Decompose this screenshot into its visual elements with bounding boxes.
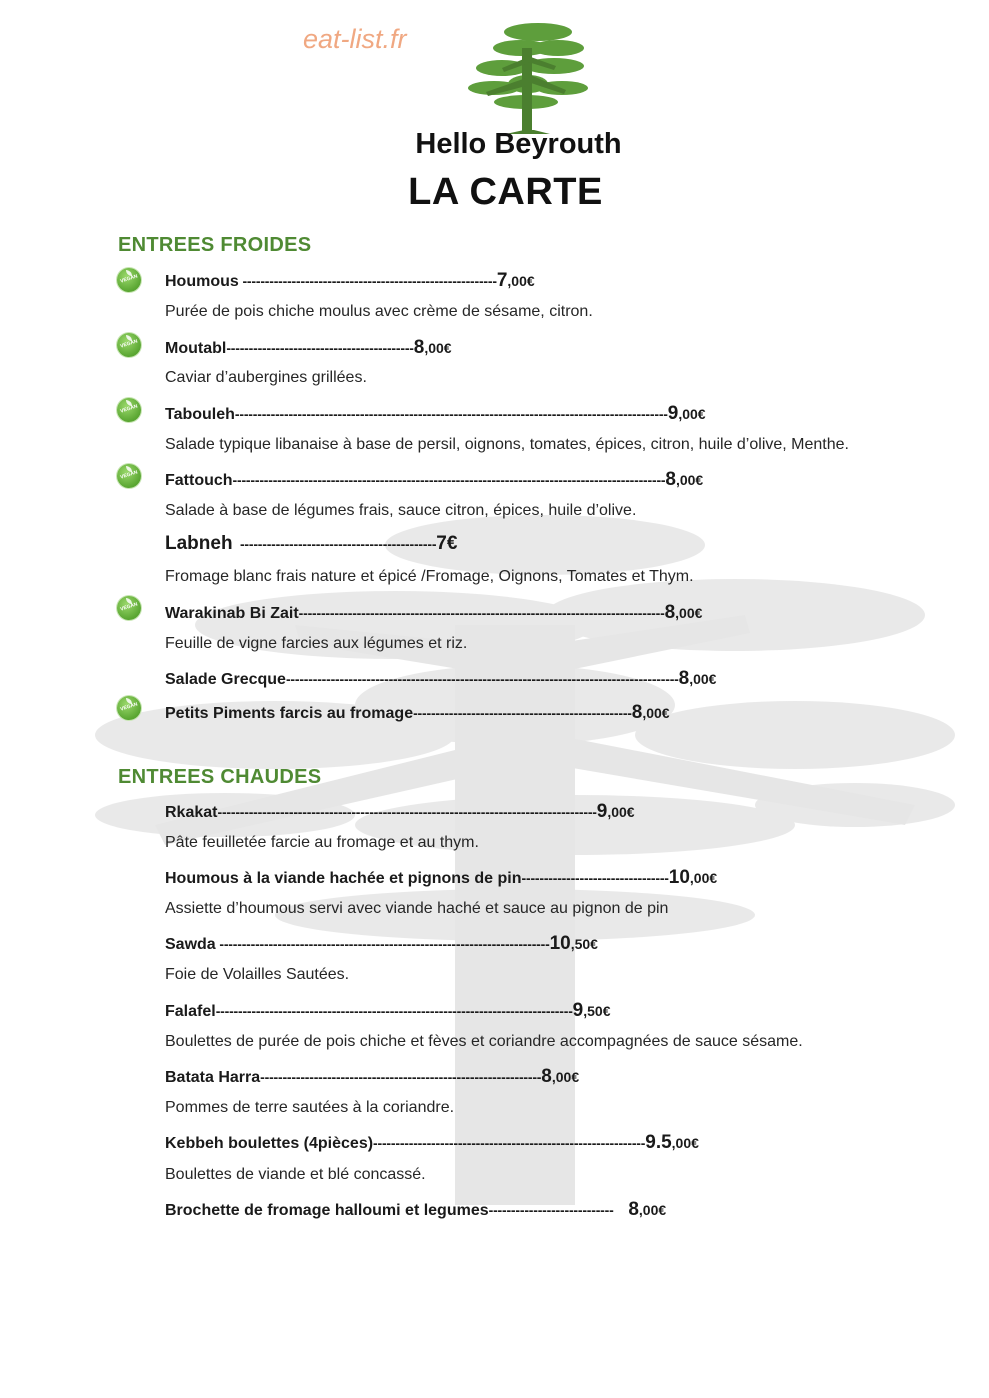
item-name: Petits Piments farcis au fromage xyxy=(165,705,414,722)
menu-title: LA CARTE xyxy=(408,171,603,213)
menu-item-houmous xyxy=(165,270,535,292)
item-name: Kebbeh boulettes (4pièces) xyxy=(165,1135,374,1152)
menu-item-falafel xyxy=(165,1000,611,1022)
dot-leader: ---------------------------------------------------------------------------------------- xyxy=(285,671,679,687)
item-price: 7,00€ xyxy=(496,270,535,291)
menu-item-salade-grecque xyxy=(165,668,716,690)
item-price: 8,00€ xyxy=(678,668,717,689)
dot-leader: --------------------------------- xyxy=(521,870,669,886)
item-name: Houmous à la viande hachée et pignons de pin xyxy=(165,870,522,887)
item-description: Foie de Volailles Sautées. xyxy=(165,966,350,983)
item-price: 9,00€ xyxy=(596,801,635,822)
dot-leader: ------------------------------------------------------------------------------------------------- xyxy=(232,472,666,488)
item-name: Sawda xyxy=(165,936,216,953)
item-description: Boulettes de viande et blé concassé. xyxy=(165,1166,426,1183)
menu-item-brochette xyxy=(165,1199,666,1221)
item-description: Salade à base de légumes frais, sauce citron, épices, huile d’olive. xyxy=(165,502,637,519)
restaurant-name: Hello Beyrouth xyxy=(415,128,622,160)
menu-item-moutabl xyxy=(165,337,452,359)
menu-item-tabouleh xyxy=(165,403,706,425)
item-description: Fromage blanc frais nature et épicé /Fromage, Oignons, Tomates et Thym. xyxy=(165,568,694,585)
item-description: Purée de pois chiche moulus avec crème de sésame, citron. xyxy=(165,303,593,320)
cedar-tree-logo xyxy=(466,18,592,134)
item-price: 8,00€ xyxy=(664,602,703,623)
dot-leader: --------------------------------------------------------------- xyxy=(260,1069,542,1085)
menu-item-houmous-viande xyxy=(165,867,717,889)
item-price: 8,00€ xyxy=(413,337,452,358)
item-description: Assiette d’houmous servi avec viande haché et sauce au pignon de pin xyxy=(165,900,669,917)
item-price: 8,00€ xyxy=(665,469,704,490)
dot-leader: -------------------------------------------------------------------------- xyxy=(215,936,550,952)
section-heading-entrees-froides: ENTREES FROIDES xyxy=(118,234,312,256)
restaurant-header xyxy=(0,128,989,214)
item-name: Salade Grecque xyxy=(165,671,286,688)
item-name: Brochette de fromage halloumi et legumes xyxy=(165,1202,489,1219)
item-description: Salade typique libanaise à base de persil, oignons, tomates, épices, citron, huile d’olive, Menthe. xyxy=(165,436,849,453)
item-price: 8,00€ xyxy=(628,1199,667,1220)
item-description: Pâte feuilletée farcie au fromage et au thym. xyxy=(165,834,479,851)
item-name: Warakinab Bi Zait xyxy=(165,605,299,622)
item-name: Fattouch xyxy=(165,472,233,489)
item-price: 9.5,00€ xyxy=(645,1132,699,1153)
vegan-badge-icon: VEGAN xyxy=(117,333,141,357)
item-name: Labneh xyxy=(165,533,233,554)
item-name: Rkakat xyxy=(165,804,218,821)
vegan-badge-icon: VEGAN xyxy=(117,268,141,292)
dot-leader: ------------------------------------------------------------------------------------------------- xyxy=(234,406,668,422)
dot-leader: ---------------------------- xyxy=(488,1202,629,1218)
item-description: Caviar d’aubergines grillées. xyxy=(165,369,367,386)
menu-item-rkakat xyxy=(165,801,635,823)
vegan-badge-icon: VEGAN xyxy=(117,596,141,620)
menu-item-kebbeh xyxy=(165,1132,699,1154)
item-price: 7€ xyxy=(436,533,458,554)
menu-item-batata-harra xyxy=(165,1066,579,1088)
dot-leader: --------------------------------------------------------- xyxy=(238,273,497,289)
item-price: 10,50€ xyxy=(549,933,598,954)
item-description: Boulettes de purée de pois chiche et fèves et coriandre accompagnées de sauce sésame. xyxy=(165,1033,803,1050)
dot-leader: ------------------------------------------------------------------------------------- xyxy=(217,804,597,820)
item-name: Moutabl xyxy=(165,340,227,357)
dot-leader: ------------------------------------------------- xyxy=(413,705,632,721)
dot-leader: -------------------------------------------------------------------------------- xyxy=(215,1003,573,1019)
item-price: 8,00€ xyxy=(631,702,670,723)
item-name: Tabouleh xyxy=(165,406,235,423)
vegan-badge-icon: VEGAN xyxy=(117,696,141,720)
item-price: 9,00€ xyxy=(667,403,706,424)
item-description: Pommes de terre sautées à la coriandre. xyxy=(165,1099,455,1116)
item-name: Batata Harra xyxy=(165,1069,261,1086)
item-price: 8,00€ xyxy=(541,1066,580,1087)
item-description: Feuille de vigne farcies aux légumes et riz. xyxy=(165,635,468,652)
vegan-badge-icon: VEGAN xyxy=(117,398,141,422)
watermark-text: eat-list.fr xyxy=(303,24,407,54)
menu-item-sawda xyxy=(165,933,598,955)
section-heading-entrees-chaudes: ENTREES CHAUDES xyxy=(118,766,322,788)
dot-leader: ---------------------------------------------------------------------------------- xyxy=(298,605,665,621)
dot-leader: ------------------------------------------------------------- xyxy=(373,1135,646,1151)
item-price: 10,00€ xyxy=(668,867,718,888)
dot-leader: -------------------------------------------- xyxy=(232,536,437,552)
item-name: Falafel xyxy=(165,1003,216,1020)
vegan-badge-icon: VEGAN xyxy=(117,464,141,488)
menu-item-fattouch xyxy=(165,469,703,491)
menu-item-warakinab-bi-zait xyxy=(165,602,702,624)
item-name: Houmous xyxy=(165,273,239,290)
dot-leader: ------------------------------------------ xyxy=(226,340,414,356)
item-price: 9,50€ xyxy=(572,1000,611,1021)
menu-item-petits-piments xyxy=(165,702,670,724)
menu-item-labneh xyxy=(165,533,457,555)
